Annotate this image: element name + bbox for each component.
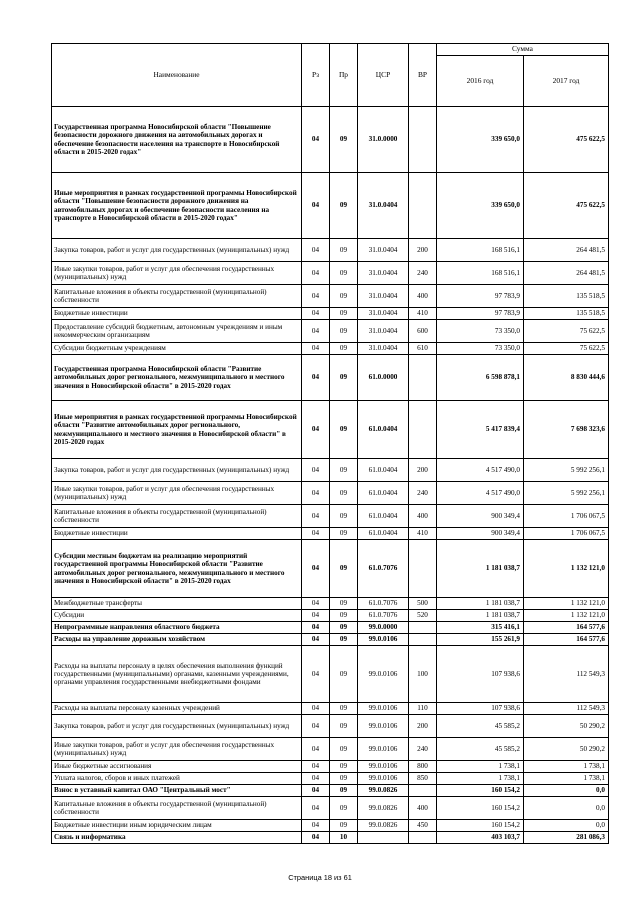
table-row <box>52 797 609 820</box>
cell-pr: 09 <box>330 738 358 761</box>
cell-pr: 09 <box>330 107 358 173</box>
cell-2017: 135 518,5 <box>524 285 609 308</box>
cell-vr <box>409 540 437 598</box>
cell-pr: 09 <box>330 785 358 797</box>
header-rz: Рз <box>302 44 330 107</box>
cell-csr: 99.0.0000 <box>358 622 409 634</box>
cell-pr: 09 <box>330 343 358 355</box>
table-row <box>52 785 609 797</box>
cell-pr: 09 <box>330 239 358 262</box>
table-row <box>52 401 609 459</box>
cell-pr: 09 <box>330 285 358 308</box>
cell-vr: 450 <box>409 820 437 832</box>
cell-csr: 31.0.0404 <box>358 262 409 285</box>
cell-2016: 1 738,1 <box>437 773 524 785</box>
cell-2017: 1 132 121,0 <box>524 540 609 598</box>
cell-2017: 164 577,6 <box>524 622 609 634</box>
cell-2016: 73 350,0 <box>437 320 524 343</box>
cell-vr <box>409 832 437 844</box>
cell-rz: 04 <box>302 482 330 505</box>
table-body <box>52 107 609 844</box>
cell-name: Государственная программа Новосибирской области "Повышение безопасности дорожного движения на автомобильных дорогах и обеспечение безопасности населения на транспорте в Новосибирской области в 2015-2020 годах" <box>52 107 302 173</box>
cell-pr: 09 <box>330 308 358 320</box>
table-row <box>52 610 609 622</box>
cell-pr: 09 <box>330 773 358 785</box>
cell-vr: 240 <box>409 482 437 505</box>
cell-vr <box>409 785 437 797</box>
cell-vr: 200 <box>409 715 437 738</box>
cell-2016: 1 181 038,7 <box>437 598 524 610</box>
cell-csr: 31.0.0404 <box>358 308 409 320</box>
cell-csr: 61.0.0404 <box>358 528 409 540</box>
cell-name: Взнос в уставный капитал ОАО "Центральный мост" <box>52 785 302 797</box>
cell-vr <box>409 401 437 459</box>
cell-rz: 04 <box>302 401 330 459</box>
cell-vr: 410 <box>409 308 437 320</box>
cell-2017: 5 992 256,1 <box>524 482 609 505</box>
cell-csr: 31.0.0404 <box>358 320 409 343</box>
cell-rz: 04 <box>302 785 330 797</box>
cell-csr: 99.0.0106 <box>358 646 409 703</box>
cell-name: Иные бюджетные ассигнования <box>52 761 302 773</box>
cell-rz: 04 <box>302 320 330 343</box>
cell-2016: 107 938,6 <box>437 646 524 703</box>
cell-csr: 99.0.0106 <box>358 773 409 785</box>
cell-csr: 99.0.0826 <box>358 797 409 820</box>
table-row <box>52 646 609 703</box>
cell-name: Иные закупки товаров, работ и услуг для обеспечения государственных (муниципальных) нужд <box>52 738 302 761</box>
cell-rz: 04 <box>302 761 330 773</box>
cell-2016: 900 349,4 <box>437 528 524 540</box>
header-sum: Сумма <box>437 44 609 56</box>
cell-2016: 6 598 878,1 <box>437 355 524 401</box>
cell-csr: 61.0.0404 <box>358 505 409 528</box>
table-row <box>52 598 609 610</box>
cell-2016: 403 103,7 <box>437 832 524 844</box>
cell-2017: 7 698 323,6 <box>524 401 609 459</box>
cell-name: Иные мероприятия в рамках государственной программы Новосибирской области "Развитие автомобильных дорог регионального, межмуниципального и местного значения в Новосибирской области" в 2015-2020 годах <box>52 401 302 459</box>
cell-name: Иные закупки товаров, работ и услуг для обеспечения государственных (муниципальных) нужд <box>52 482 302 505</box>
cell-rz: 04 <box>302 598 330 610</box>
cell-pr: 09 <box>330 646 358 703</box>
cell-2016: 168 516,1 <box>437 239 524 262</box>
cell-2016: 160 154,2 <box>437 797 524 820</box>
cell-name: Иные мероприятия в рамках государственной программы Новосибирской области "Повышение безопасности дорожного движения на автомобильных дорогах и обеспечение безопасности населения на транспорте в Новосибирской области в 2015-2020 годах" <box>52 173 302 239</box>
header-2016: 2016 год <box>437 56 524 107</box>
cell-vr: 500 <box>409 598 437 610</box>
cell-2016: 73 350,0 <box>437 343 524 355</box>
cell-vr <box>409 355 437 401</box>
cell-name: Бюджетные инвестиции иным юридическим лицам <box>52 820 302 832</box>
cell-2017: 1 132 121,0 <box>524 610 609 622</box>
cell-rz: 04 <box>302 505 330 528</box>
cell-vr: 850 <box>409 773 437 785</box>
table-row <box>52 761 609 773</box>
cell-csr: 61.0.7076 <box>358 598 409 610</box>
cell-pr: 09 <box>330 459 358 482</box>
cell-2016: 4 517 490,0 <box>437 459 524 482</box>
header-vr: ВР <box>409 44 437 107</box>
table-row <box>52 173 609 239</box>
cell-pr: 09 <box>330 540 358 598</box>
cell-rz: 04 <box>302 738 330 761</box>
table-row <box>52 505 609 528</box>
cell-2017: 475 622,5 <box>524 173 609 239</box>
cell-pr: 09 <box>330 401 358 459</box>
cell-rz: 04 <box>302 832 330 844</box>
cell-csr: 99.0.0106 <box>358 738 409 761</box>
cell-csr: 99.0.0106 <box>358 715 409 738</box>
cell-2016: 155 261,9 <box>437 634 524 646</box>
budget-table <box>51 43 609 844</box>
cell-2017: 264 481,5 <box>524 239 609 262</box>
cell-2016: 97 783,9 <box>437 308 524 320</box>
cell-pr: 09 <box>330 715 358 738</box>
cell-rz: 04 <box>302 262 330 285</box>
cell-name: Непрограммные направления областного бюджета <box>52 622 302 634</box>
table-row <box>52 773 609 785</box>
cell-pr: 09 <box>330 622 358 634</box>
cell-2017: 1 706 067,5 <box>524 528 609 540</box>
cell-2017: 264 481,5 <box>524 262 609 285</box>
cell-2017: 475 622,5 <box>524 107 609 173</box>
cell-2016: 97 783,9 <box>437 285 524 308</box>
cell-2017: 1 132 121,0 <box>524 598 609 610</box>
cell-csr: 99.0.0826 <box>358 820 409 832</box>
cell-2017: 164 577,6 <box>524 634 609 646</box>
table-row <box>52 622 609 634</box>
cell-2017: 112 549,3 <box>524 646 609 703</box>
cell-vr <box>409 634 437 646</box>
header-csr: ЦСР <box>358 44 409 107</box>
table-row <box>52 715 609 738</box>
cell-2017: 75 622,5 <box>524 320 609 343</box>
cell-vr <box>409 622 437 634</box>
cell-rz: 04 <box>302 634 330 646</box>
cell-2017: 50 290,2 <box>524 738 609 761</box>
cell-name: Уплата налогов, сборов и иных платежей <box>52 773 302 785</box>
cell-2017: 281 086,3 <box>524 832 609 844</box>
table-row <box>52 459 609 482</box>
cell-name: Закупка товаров, работ и услуг для государственных (муниципальных) нужд <box>52 459 302 482</box>
cell-2016: 160 154,2 <box>437 820 524 832</box>
table-row <box>52 355 609 401</box>
cell-name: Государственная программа Новосибирской области "Развитие автомобильных дорог регионального, межмуниципального и местного значения в Новосибирской области" в 2015-2020 годах <box>52 355 302 401</box>
cell-csr: 31.0.0404 <box>358 343 409 355</box>
cell-vr: 400 <box>409 285 437 308</box>
cell-rz: 04 <box>302 610 330 622</box>
cell-2017: 8 830 444,6 <box>524 355 609 401</box>
cell-2017: 5 992 256,1 <box>524 459 609 482</box>
cell-rz: 04 <box>302 797 330 820</box>
cell-name: Субсидии местным бюджетам на реализацию мероприятий государственной программы Новосибирской области "Развитие автомобильных дорог регионального, межмуниципального и местного значения в Новосибирской области" в 2015-2020 годах <box>52 540 302 598</box>
table-row <box>52 239 609 262</box>
cell-rz: 04 <box>302 540 330 598</box>
cell-vr: 410 <box>409 528 437 540</box>
cell-rz: 04 <box>302 355 330 401</box>
cell-pr: 09 <box>330 598 358 610</box>
cell-name: Расходы на управление дорожным хозяйством <box>52 634 302 646</box>
cell-name: Расходы на выплаты персоналу казенных учреждений <box>52 703 302 715</box>
cell-name: Межбюджетные трансферты <box>52 598 302 610</box>
cell-2016: 1 181 038,7 <box>437 610 524 622</box>
cell-rz: 04 <box>302 773 330 785</box>
cell-name: Бюджетные инвестиции <box>52 528 302 540</box>
table-row <box>52 540 609 598</box>
cell-pr: 09 <box>330 173 358 239</box>
cell-csr: 61.0.0404 <box>358 401 409 459</box>
cell-pr: 09 <box>330 482 358 505</box>
cell-rz: 04 <box>302 646 330 703</box>
cell-2016: 1 181 038,7 <box>437 540 524 598</box>
cell-rz: 04 <box>302 239 330 262</box>
table-row <box>52 703 609 715</box>
cell-2016: 45 585,2 <box>437 715 524 738</box>
cell-2017: 1 738,1 <box>524 761 609 773</box>
cell-vr <box>409 173 437 239</box>
cell-pr: 09 <box>330 320 358 343</box>
cell-name: Субсидии бюджетным учреждениям <box>52 343 302 355</box>
cell-csr: 99.0.0826 <box>358 785 409 797</box>
cell-pr: 09 <box>330 528 358 540</box>
cell-rz: 04 <box>302 308 330 320</box>
cell-rz: 04 <box>302 622 330 634</box>
table-row <box>52 320 609 343</box>
table-row <box>52 528 609 540</box>
cell-name: Капитальные вложения в объекты государственной (муниципальной) собственности <box>52 797 302 820</box>
cell-name: Иные закупки товаров, работ и услуг для обеспечения государственных (муниципальных) нужд <box>52 262 302 285</box>
cell-2017: 0,0 <box>524 797 609 820</box>
cell-2016: 107 938,6 <box>437 703 524 715</box>
cell-csr: 31.0.0000 <box>358 107 409 173</box>
cell-vr: 240 <box>409 738 437 761</box>
cell-csr: 61.0.0404 <box>358 459 409 482</box>
cell-vr: 110 <box>409 703 437 715</box>
cell-2016: 160 154,2 <box>437 785 524 797</box>
header-name: Наименование <box>52 44 302 107</box>
cell-rz: 04 <box>302 820 330 832</box>
table-row <box>52 634 609 646</box>
cell-pr: 09 <box>330 703 358 715</box>
cell-rz: 04 <box>302 343 330 355</box>
cell-2016: 45 585,2 <box>437 738 524 761</box>
cell-2016: 315 416,1 <box>437 622 524 634</box>
cell-vr: 100 <box>409 646 437 703</box>
cell-name: Капитальные вложения в объекты государственной (муниципальной) собственности <box>52 285 302 308</box>
cell-vr: 240 <box>409 262 437 285</box>
cell-pr: 09 <box>330 262 358 285</box>
cell-2017: 75 622,5 <box>524 343 609 355</box>
cell-name: Закупка товаров, работ и услуг для государственных (муниципальных) нужд <box>52 239 302 262</box>
table-row <box>52 308 609 320</box>
cell-vr: 200 <box>409 239 437 262</box>
cell-vr: 800 <box>409 761 437 773</box>
cell-2017: 1 706 067,5 <box>524 505 609 528</box>
cell-csr: 61.0.7076 <box>358 540 409 598</box>
cell-rz: 04 <box>302 459 330 482</box>
cell-csr <box>358 832 409 844</box>
cell-vr <box>409 107 437 173</box>
cell-name: Расходы на выплаты персоналу в целях обеспечения выполнения функций государственными (муниципальными) органами, казенными учреждениями, органами управления государственными внебюджетными фондами <box>52 646 302 703</box>
cell-name: Связь и информатика <box>52 832 302 844</box>
cell-vr: 600 <box>409 320 437 343</box>
table-row <box>52 107 609 173</box>
cell-vr: 520 <box>409 610 437 622</box>
table-row <box>52 285 609 308</box>
cell-name: Предоставление субсидий бюджетным, автономным учреждениям и иным некоммерческим организациям <box>52 320 302 343</box>
cell-csr: 99.0.0106 <box>358 634 409 646</box>
cell-rz: 04 <box>302 107 330 173</box>
cell-rz: 04 <box>302 715 330 738</box>
cell-2016: 339 650,0 <box>437 173 524 239</box>
table-row <box>52 738 609 761</box>
cell-rz: 04 <box>302 173 330 239</box>
cell-2016: 1 738,1 <box>437 761 524 773</box>
table-row <box>52 820 609 832</box>
cell-pr: 09 <box>330 761 358 773</box>
table-row <box>52 262 609 285</box>
cell-rz: 04 <box>302 703 330 715</box>
cell-pr: 09 <box>330 634 358 646</box>
cell-vr: 400 <box>409 797 437 820</box>
header-pr: Пр <box>330 44 358 107</box>
cell-vr: 400 <box>409 505 437 528</box>
page-number: Страница 18 из 61 <box>288 873 352 882</box>
cell-name: Капитальные вложения в объекты государственной (муниципальной) собственности <box>52 505 302 528</box>
cell-name: Субсидии <box>52 610 302 622</box>
cell-csr: 61.0.0000 <box>358 355 409 401</box>
cell-rz: 04 <box>302 285 330 308</box>
cell-2016: 339 650,0 <box>437 107 524 173</box>
cell-vr: 610 <box>409 343 437 355</box>
cell-csr: 99.0.0106 <box>358 703 409 715</box>
table-row <box>52 482 609 505</box>
table-row <box>52 343 609 355</box>
cell-2016: 4 517 490,0 <box>437 482 524 505</box>
cell-2017: 135 518,5 <box>524 308 609 320</box>
cell-pr: 09 <box>330 505 358 528</box>
cell-csr: 31.0.0404 <box>358 173 409 239</box>
cell-2017: 0,0 <box>524 820 609 832</box>
header-2017: 2017 год <box>524 56 609 107</box>
cell-name: Закупка товаров, работ и услуг для государственных (муниципальных) нужд <box>52 715 302 738</box>
cell-2017: 50 290,2 <box>524 715 609 738</box>
cell-pr: 09 <box>330 797 358 820</box>
cell-pr: 09 <box>330 355 358 401</box>
cell-pr: 09 <box>330 820 358 832</box>
cell-csr: 31.0.0404 <box>358 285 409 308</box>
cell-csr: 61.0.0404 <box>358 482 409 505</box>
cell-name: Бюджетные инвестиции <box>52 308 302 320</box>
cell-2016: 5 417 839,4 <box>437 401 524 459</box>
table-row <box>52 832 609 844</box>
cell-rz: 04 <box>302 528 330 540</box>
cell-2017: 0,0 <box>524 785 609 797</box>
cell-2017: 1 738,1 <box>524 773 609 785</box>
cell-2017: 112 549,3 <box>524 703 609 715</box>
cell-pr: 10 <box>330 832 358 844</box>
cell-csr: 31.0.0404 <box>358 239 409 262</box>
cell-pr: 09 <box>330 610 358 622</box>
cell-csr: 61.0.7076 <box>358 610 409 622</box>
cell-vr: 200 <box>409 459 437 482</box>
cell-2016: 168 516,1 <box>437 262 524 285</box>
cell-2016: 900 349,4 <box>437 505 524 528</box>
cell-csr: 99.0.0106 <box>358 761 409 773</box>
